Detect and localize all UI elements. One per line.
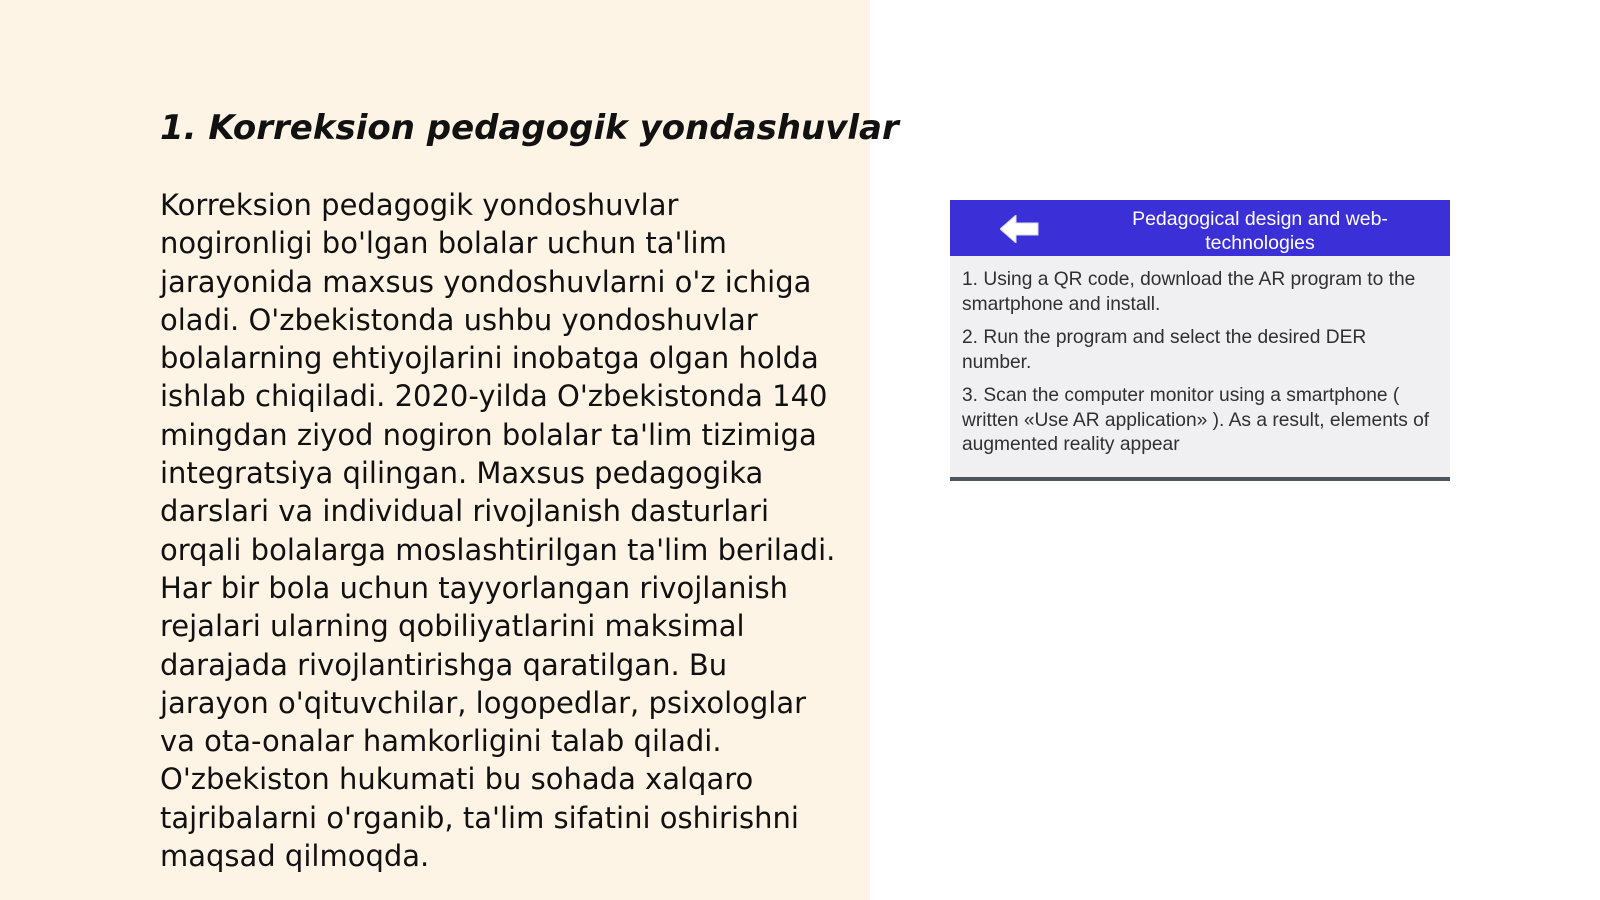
slide-title: 1. Korreksion pedagogik yondashuvlar: [160, 108, 899, 148]
card-header-title: Pedagogical design and web-technologies: [1132, 208, 1388, 254]
arrow-left-icon[interactable]: [1000, 215, 1040, 243]
instruction-step: 2. Run the program and select the desired DER number.: [962, 327, 1367, 373]
instruction-step: 1. Using a QR code, download the AR program to the smartphone and install.: [962, 269, 1416, 315]
slide-body-text: Korreksion pedagogik yondoshuvlar nogironligi bo'lgan bolalar uchun ta'lim jarayonida maxsus yondoshuvlarni o'z ichiga oladi. O'zbekistonda ushbu yondoshuvlar bolalarning ehtiyojlarini inobatga olgan holda ishlab chiqiladi. 2020-yilda O'zbekistonda 140 mingdan ziyod nogiron bolalar ta'lim tizimiga integratsiya qilingan. Maxsus pedagogika darslari va individual rivojlanish dasturlari orqali bolalarga moslashtirilgan ta'lim beriladi. Har bir bola uchun tayyorlangan rivojlanish rejalari ularning qobiliyatlarini maksimal darajada rivojlantirishga qaratilgan. Bu jarayon o'qituvchilar, logopedlar, psixologlar va ota-onalar hamkorligini talab qiladi. O'zbekiston hukumati bu sohada xalqaro tajribalarni o'rganib, ta'lim sifatini oshirishni maqsad qilmoqda.: [160, 188, 836, 874]
instruction-steps-list: [962, 268, 1440, 467]
card-header: [950, 200, 1450, 256]
instruction-step: 3. Scan the computer monitor using a smartphone ( written «Use AR application» ). As a result, elements of augmented reality appear: [962, 385, 1430, 455]
ar-instructions-card: [950, 200, 1450, 481]
